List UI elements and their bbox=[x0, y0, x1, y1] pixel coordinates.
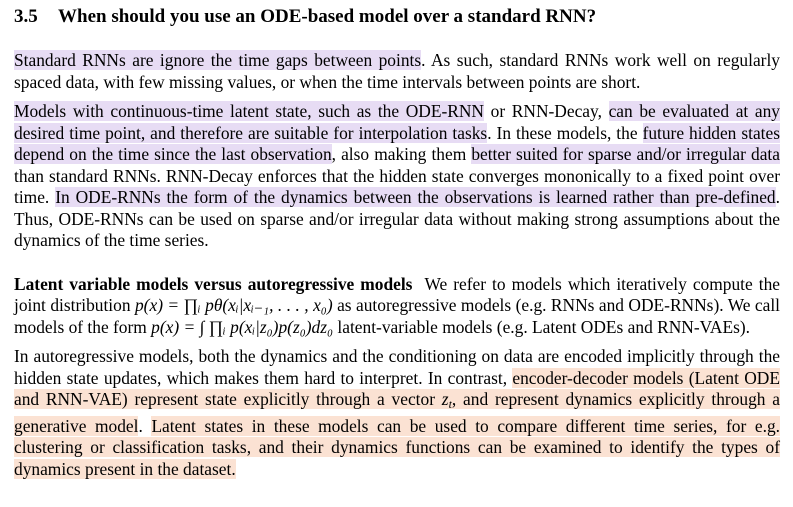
text-in-these-models: . In these models, the bbox=[487, 122, 643, 143]
paragraph-rnn-gaps bbox=[14, 50, 780, 93]
highlight-encoder-decoder-text: encoder-decoder models (Latent ODE and RNN-VAE) represent state explicitly through a vector bbox=[14, 367, 780, 409]
paragraph-interpretability bbox=[14, 346, 780, 480]
text-also-making: , also making them bbox=[331, 144, 472, 164]
paragraph-heading-latent: Latent variable models versus autoregressive models bbox=[14, 273, 413, 294]
text-rnn-decay: or RNN-Decay, bbox=[484, 101, 609, 121]
text-we-refer: We refer to models which iteratively compute the joint distribution bbox=[14, 273, 780, 315]
formula-autoregressive: p(x) = ∏ᵢ pθ(xᵢ|xᵢ₋₁, . . . , x₀) bbox=[134, 295, 333, 315]
paragraph-continuous-time bbox=[14, 101, 780, 252]
section-title: When should you use an ODE-based model over a standard RNN? bbox=[58, 6, 597, 27]
highlight-future-hidden: future hidden states depend on the time since the last observation bbox=[14, 122, 780, 164]
highlight-dynamics-learned: In ODE-RNNs the form of the dynamics between the observations is learned rather than pre-defined bbox=[55, 187, 776, 207]
variable-z: z bbox=[441, 389, 449, 409]
highlight-latent-states-compare: Latent states in these models can be used to compare different time series, for e.g. clustering or classification tasks, and their dynamics functions can be examined to identify the types of dynamics present in the dataset. bbox=[14, 415, 780, 479]
section-heading bbox=[14, 4, 780, 30]
text-latent-variable-models: latent-variable models (e.g. Latent ODEs and RNN-VAEs). bbox=[333, 316, 751, 337]
text-rnn-decay-converges: than standard RNNs. RNN-Decay enforces that the hidden state converges mononically to a fixed point over time. bbox=[14, 165, 780, 207]
paper-page bbox=[14, 4, 780, 480]
paragraph-latent-vs-autoregressive bbox=[14, 274, 780, 339]
text-period: . bbox=[138, 415, 152, 436]
highlight-sparse-irregular: better suited for sparse and/or irregular data bbox=[471, 144, 780, 164]
section-number: 3.5 bbox=[14, 6, 38, 27]
highlight-continuous-latent: Models with continuous-time latent state, such as the ODE-RNN bbox=[14, 101, 484, 121]
text-in-autoregressive: In autoregressive models, both the dynamics and the conditioning on data are encoded implicitly through the hidden state updates, which makes them hard to interpret. In contrast, bbox=[14, 346, 780, 388]
highlight-interpolation: can be evaluated at any desired time point, and therefore are suitable for interpolation tasks bbox=[14, 101, 780, 143]
text-autoregressive-models: as autoregressive models (e.g. RNNs and ODE-RNNs). We call models of the form bbox=[14, 295, 781, 337]
highlight-rnn-ignore-gaps: Standard RNNs are ignore the time gaps between points bbox=[14, 50, 422, 70]
variable-t-subscript: t bbox=[448, 397, 452, 411]
text-thus-ode-rnns: . Thus, ODE-RNNs can be used on sparse and/or irregular data without making strong assumptions about the dynamics of the time series. bbox=[14, 187, 780, 250]
formula-latent: p(x) = ∫ ∏ᵢ p(xᵢ|z₀)p(z₀)dz₀ bbox=[151, 316, 334, 337]
text-regular-spaced: . As such, standard RNNs work well on regularly spaced data, with few missing values, or when the time intervals between points are short. bbox=[14, 50, 781, 92]
highlight-generative-model: , and represent dynamics explicitly through a generative model bbox=[14, 389, 780, 436]
